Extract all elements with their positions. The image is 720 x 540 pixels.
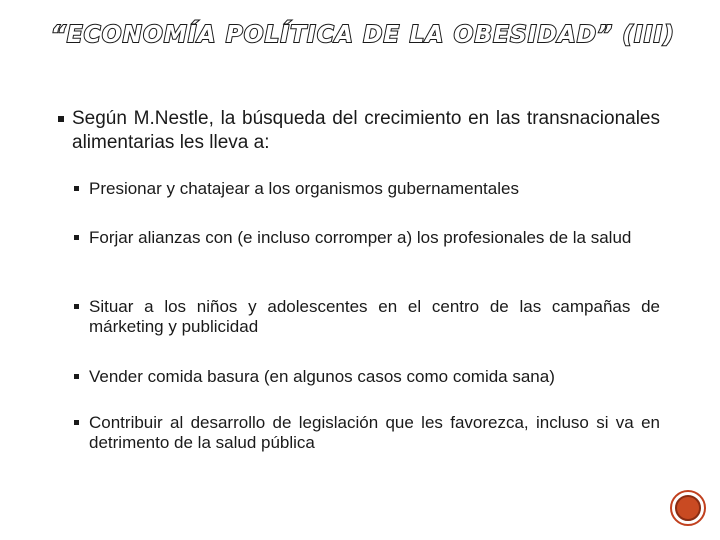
- sub-bullet-item: [74, 297, 660, 337]
- sub-bullet-text: Vender comida basura (en algunos casos como comida sana): [89, 367, 555, 386]
- sub-bullet-text: Presionar y chatajear a los organismos gubernamentales: [89, 179, 519, 198]
- main-bullet-point: [58, 107, 660, 155]
- sub-bullet-text: Contribuir al desarrollo de legislación que les favorezca, incluso si va en detrimento de la salud pública: [89, 413, 660, 452]
- slide-title: “ECONOMÍA POLÍTICA DE LA OBESIDAD” (III): [50, 22, 676, 48]
- slide-content: [58, 107, 660, 452]
- sub-bullet-item: [74, 228, 660, 248]
- sub-bullet-text: Situar a los niños y adolescentes en el centro de las campañas de márketing y publicidad: [89, 297, 660, 336]
- sub-bullet-item: [74, 367, 660, 387]
- circle-nav-icon-inner: [675, 495, 701, 521]
- sub-bullet-text: Forjar alianzas con (e incluso corromper a) los profesionales de la salud: [89, 228, 632, 247]
- circle-nav-icon[interactable]: [670, 490, 706, 526]
- square-bullet-icon: [74, 420, 79, 425]
- square-bullet-icon: [74, 186, 79, 191]
- sub-bullet-item: [74, 179, 660, 199]
- square-bullet-icon: [74, 374, 79, 379]
- sub-bullet-item: [74, 413, 660, 453]
- square-bullet-icon: [74, 304, 79, 309]
- square-bullet-icon: [74, 235, 79, 240]
- square-bullet-icon: [58, 116, 64, 122]
- main-bullet-text: Según M.Nestle, la búsqueda del crecimiento en las transnacionales alimentarias les lleva a:: [72, 108, 660, 153]
